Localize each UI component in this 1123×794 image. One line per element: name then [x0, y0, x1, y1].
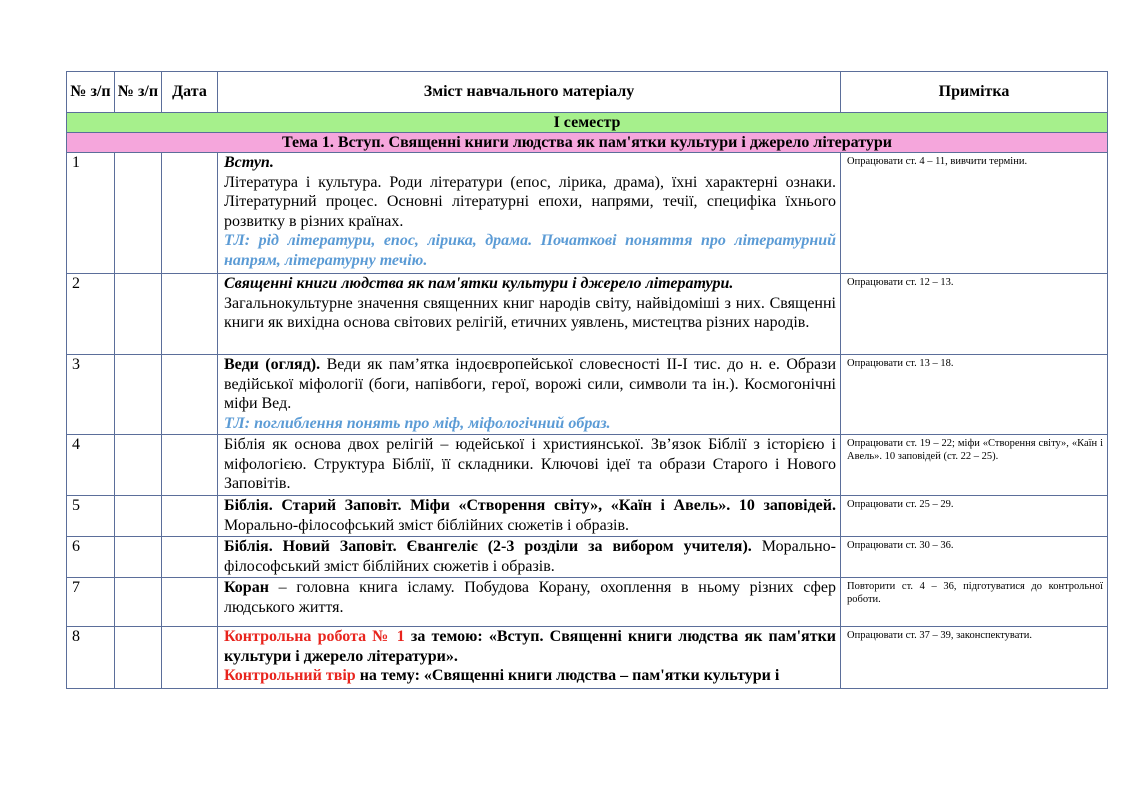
- lesson-title: Вступ.: [224, 154, 274, 171]
- lesson-text: Література і культура. Роди літератури (епос, лірика, драма), їхні характерні ознаки. Літературний процес. Основні літературні епохи, напрями, течії, специфіка їхнього розвитку в різних країнах.: [224, 173, 836, 230]
- table-row: [67, 627, 1108, 689]
- header-row: [67, 72, 1108, 113]
- row-note: Опрацювати ст. 12 – 13.: [841, 274, 1108, 355]
- topic-title: Тема 1. Вступ. Священні книги людства як пам'ятки культури і джерело літератури: [67, 133, 1108, 153]
- row-note: Опрацювати ст. 30 – 36.: [841, 537, 1108, 578]
- header-note: Примітка: [841, 72, 1108, 113]
- row-number-2: [115, 274, 162, 355]
- lesson-title: Біблія. Старий Заповіт. Міфи «Створення світу», «Каїн і Авель». 10 заповідей.: [224, 497, 836, 514]
- row-content: [218, 627, 841, 689]
- row-number: 4: [67, 435, 115, 496]
- lesson-title: Веди (огляд).: [224, 356, 321, 373]
- row-note: Опрацювати ст. 4 – 11, вивчити терміни.: [841, 153, 1108, 274]
- header-content: Зміст навчального матеріалу: [218, 72, 841, 113]
- row-date: [162, 274, 218, 355]
- table-row: [67, 153, 1108, 274]
- row-date: [162, 578, 218, 627]
- row-note: Опрацювати ст. 19 – 22; міфи «Створення світу», «Каїн і Авель». 10 заповідей (ст. 22 – 25).: [841, 435, 1108, 496]
- row-date: [162, 153, 218, 274]
- curriculum-table: [66, 71, 1108, 689]
- header-number-2: № з/п: [115, 72, 162, 113]
- lesson-text: Морально-філософський зміст біблійних сюжетів і образів.: [224, 516, 630, 534]
- lesson-terms: ТЛ: рід літератури, епос, лірика, драма. Початкові поняття про літературний напрям, літературну течію.: [224, 232, 836, 269]
- row-content: [218, 274, 841, 355]
- lesson-title: Священні книги людства як пам'ятки культури і джерело літератури.: [224, 275, 734, 292]
- row-date: [162, 496, 218, 537]
- row-content-clip: [224, 627, 836, 687]
- table-row: [67, 435, 1108, 496]
- row-content: [218, 355, 841, 435]
- lesson-title: Коран: [224, 579, 269, 596]
- row-number: 1: [67, 153, 115, 274]
- row-date: [162, 537, 218, 578]
- row-number-2: [115, 153, 162, 274]
- row-note: Опрацювати ст. 25 – 29.: [841, 496, 1108, 537]
- row-number-2: [115, 537, 162, 578]
- row-date: [162, 627, 218, 689]
- lesson-text: Загальнокультурне значення священних книг народів світу, найвідоміші з них. Священні книги як вихідна основа світових релігій, етичних уявлень, мистецтва різних народів.: [224, 294, 836, 331]
- header-number-1: № з/п: [67, 72, 115, 113]
- row-number: 2: [67, 274, 115, 355]
- row-note: Повторити ст. 4 – 36, підготуватися до контрольної роботи.: [841, 578, 1108, 627]
- semester-label: І семестр: [67, 113, 1108, 133]
- essay-label: Контрольний твір: [224, 667, 356, 684]
- table-row: [67, 355, 1108, 435]
- row-content: [218, 496, 841, 537]
- row-note: Опрацювати ст. 13 – 18.: [841, 355, 1108, 435]
- row-content: [218, 153, 841, 274]
- row-number: 7: [67, 578, 115, 627]
- lesson-text: Морально-філософський зміст біблійних сюжетів і образів.: [224, 538, 837, 575]
- lesson-terms: ТЛ: поглиблення понять про міф, міфологічний образ.: [224, 414, 611, 432]
- row-number-2: [115, 355, 162, 435]
- lesson-text: Веди як пам’ятка індоєвропейської словесності ІІ-І тис. до н. е. Образи ведійської міфології (боги, напівбоги, герої, ворожі сили, символи та ін.). Космогонічні міфи Вед.: [224, 356, 837, 412]
- row-content: [218, 537, 841, 578]
- lesson-text: – головна книга ісламу. Побудова Корану, охоплення в ньому різних сфер людського життя.: [224, 579, 837, 616]
- row-content: [218, 435, 841, 496]
- semester-row: [67, 113, 1108, 133]
- row-number-2: [115, 578, 162, 627]
- table-row: [67, 578, 1108, 627]
- row-date: [162, 355, 218, 435]
- topic-row: [67, 133, 1108, 153]
- row-number: 5: [67, 496, 115, 537]
- row-content: [218, 578, 841, 627]
- row-number: 3: [67, 355, 115, 435]
- curriculum-table-wrapper: [66, 71, 1107, 689]
- row-date: [162, 435, 218, 496]
- row-number-2: [115, 627, 162, 689]
- row-number: 6: [67, 537, 115, 578]
- header-date: Дата: [162, 72, 218, 113]
- test-text: за темою: «Вступ. Священні книги людства як пам'ятки культури і джерело літератури».: [224, 628, 836, 665]
- table-row: [67, 496, 1108, 537]
- row-number: 8: [67, 627, 115, 689]
- row-number-2: [115, 496, 162, 537]
- lesson-title: Біблія. Новий Заповіт. Євангеліє (2-3 розділи за вибором учителя).: [224, 538, 752, 555]
- test-label: Контрольна робота № 1: [224, 628, 405, 645]
- table-row: [67, 537, 1108, 578]
- row-note: Опрацювати ст. 37 – 39, законспектувати.: [841, 627, 1108, 689]
- lesson-text: Біблія як основа двох релігій – юдейської і християнської. Зв’язок Біблії з історією і міфологією. Структура Біблії, її складники. Ключові ідеї та образи Старого і Нового Заповітів.: [224, 436, 836, 492]
- row-number-2: [115, 435, 162, 496]
- table-row: [67, 274, 1108, 355]
- essay-text: на тему: «Священні книги людства – пам'ятки культури і: [359, 667, 780, 684]
